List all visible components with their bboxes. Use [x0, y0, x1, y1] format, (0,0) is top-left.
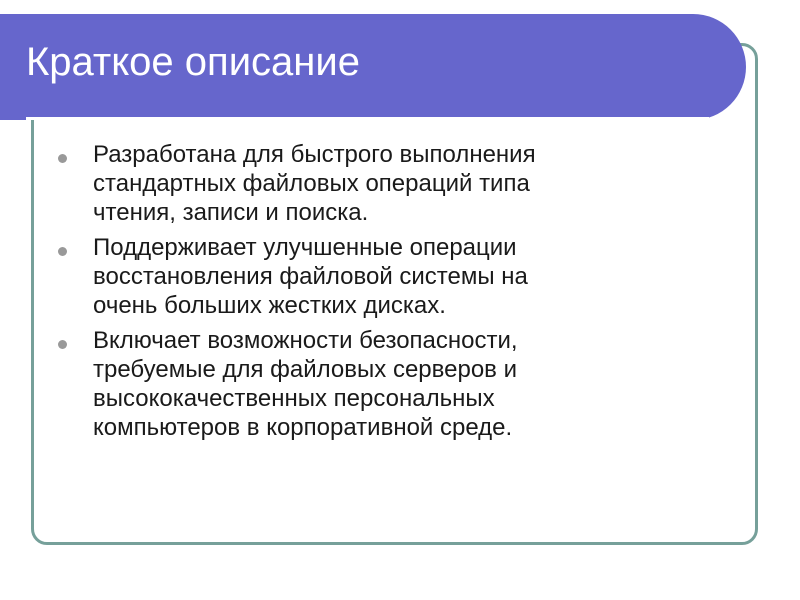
- bullet-line: Поддерживает улучшенные операции: [93, 234, 517, 261]
- bullet-item: [57, 233, 717, 320]
- bullet-line: высококачественных персональных: [93, 385, 495, 412]
- bullet-line: стандартных файловых операций типа: [93, 170, 530, 197]
- bullet-dot-icon: [58, 154, 67, 163]
- bullet-line: чтения, записи и поиска.: [93, 199, 369, 226]
- bullet-line: очень больших жестких дисках.: [93, 292, 446, 319]
- bullet-item: [57, 140, 717, 227]
- bullet-dot-icon: [58, 247, 67, 256]
- title-underline: [26, 117, 709, 120]
- bullet-line: Разработана для быстрого выполнения: [93, 141, 536, 168]
- bullet-dot-icon: [58, 340, 67, 349]
- bullet-line: Включает возможности безопасности,: [93, 327, 518, 354]
- bullet-line: требуемые для файловых серверов и: [93, 356, 517, 383]
- slide-title: Краткое описание: [26, 40, 360, 84]
- bullet-list: [57, 140, 717, 448]
- bullet-line: восстановления файловой системы на: [93, 263, 528, 290]
- bullet-line: компьютеров в корпоративной среде.: [93, 414, 513, 441]
- bullet-item: [57, 326, 717, 442]
